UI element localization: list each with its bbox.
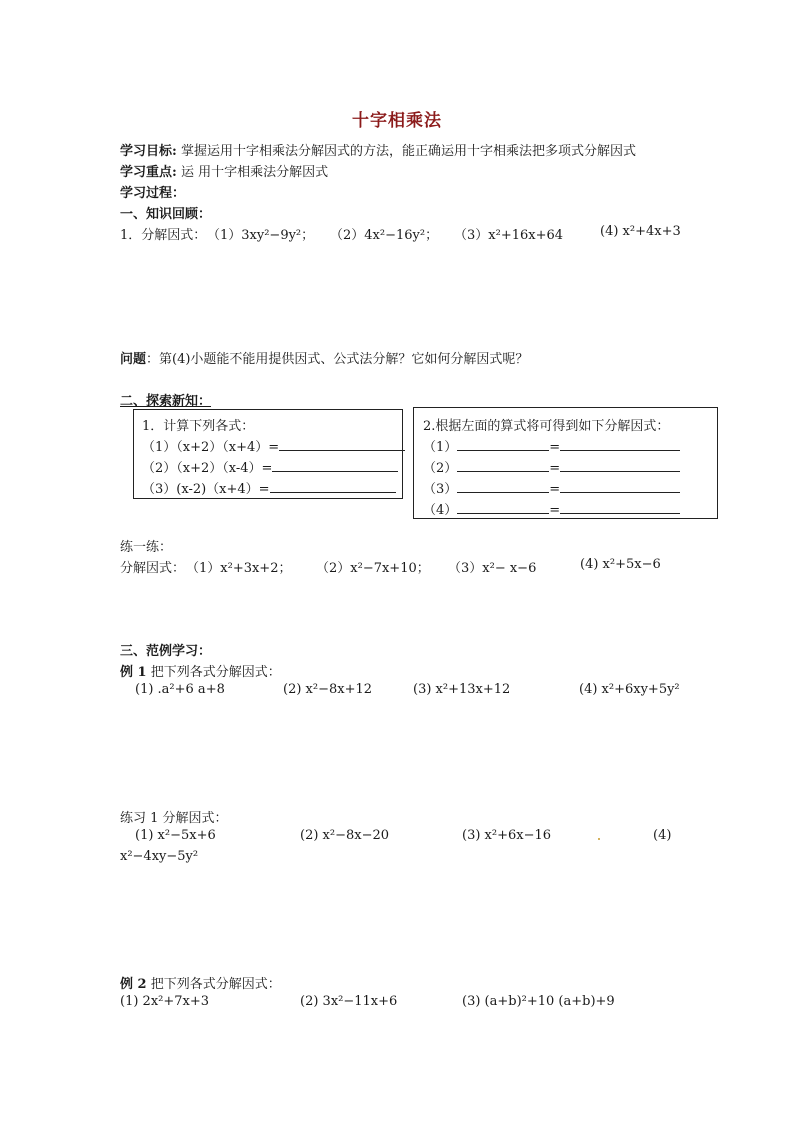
- practice-item-2: （2）x²−7x+10；: [316, 561, 430, 576]
- answer-blank[interactable]: [272, 459, 398, 472]
- goal-line: [120, 140, 636, 159]
- example1-label: 例 1: [120, 665, 147, 680]
- section1-item-4: (4) x²+4x+3: [600, 224, 681, 239]
- left-calc-box: [133, 409, 403, 499]
- exercise1-wrap: x²−4xy−5y²: [120, 849, 199, 864]
- practice-label: 练一练：: [120, 540, 173, 555]
- example2-label: 例 2: [120, 977, 147, 992]
- example1-item-4: (4) x²+6xy+5y²: [579, 682, 680, 697]
- left-box-title: 1．计算下列各式：: [142, 419, 255, 434]
- answer-blank[interactable]: [457, 459, 549, 472]
- answer-blank[interactable]: [279, 438, 405, 451]
- right-box-row-1: （1） =: [423, 436, 680, 455]
- section1-item-2: （2）4x²−16y²；: [330, 228, 439, 243]
- question-line: [120, 348, 528, 367]
- focus-label: 学习重点:: [120, 165, 177, 180]
- exercise1-item-2: (2) x²−8x−20: [300, 828, 390, 843]
- example2-item-2: (2) 3x²−11x+6: [300, 994, 398, 1009]
- practice-prefix: 分解因式：: [120, 561, 186, 576]
- goal-text: 掌握运用十字相乘法分解因式的方法，能正确运用十字相乘法把多项式分解因式: [176, 144, 636, 159]
- right-factor-box: [413, 407, 718, 519]
- section1-heading: 一、知识回顾：: [120, 207, 212, 222]
- right-box-row-3: （3） =: [423, 478, 680, 497]
- exercise1-item-1: (1) x²−5x+6: [135, 828, 216, 843]
- example1-line: [120, 661, 281, 680]
- example1-item-1: (1) .a²+6 a+8: [135, 682, 225, 697]
- answer-blank[interactable]: [457, 501, 549, 514]
- page-title: 十字相乘法: [352, 111, 442, 131]
- answer-blank[interactable]: [457, 480, 549, 493]
- focus-text: 运 用十字相乘法分解因式: [176, 165, 329, 180]
- section1-item-1: （1）3xy²−9y²；: [207, 228, 315, 243]
- focus-line: [120, 161, 328, 180]
- practice-item-1: （1）x²+3x+2；: [186, 561, 292, 576]
- example2-item-1: (1) 2x²+7x+3: [120, 994, 210, 1009]
- question-label: 问题: [120, 352, 147, 367]
- example1-item-3: (3) x²+13x+12: [413, 682, 511, 697]
- example2-line: [120, 973, 281, 992]
- section1-q-prefix: 1．分解因式：: [120, 228, 207, 243]
- answer-blank[interactable]: [457, 438, 549, 451]
- practice-item-3: （3）x²− x−6: [448, 561, 537, 576]
- exercise1-item-3: (3) x²+6x−16: [462, 828, 552, 843]
- answer-blank[interactable]: [560, 459, 680, 472]
- section3-heading: 三、范例学习：: [120, 644, 212, 659]
- left-box-row-2: （2）（x+2）（x-4）=: [142, 457, 398, 476]
- answer-blank[interactable]: [560, 501, 680, 514]
- left-box-row-3: （3）(x-2)（x+4）=: [142, 478, 396, 497]
- answer-blank[interactable]: [270, 480, 396, 493]
- exercise1-item-4: (4): [653, 828, 672, 843]
- stray-dot: [598, 838, 600, 840]
- answer-blank[interactable]: [560, 480, 680, 493]
- practice-item-4: (4) x²+5x−6: [580, 557, 661, 572]
- example1-text: 把下列各式分解因式：: [146, 665, 281, 680]
- answer-blank[interactable]: [560, 438, 680, 451]
- section2-heading: 二、探索新知：: [120, 394, 212, 409]
- goal-label: 学习目标:: [120, 144, 177, 159]
- exercise1-label: 练习 1 分解因式：: [120, 811, 228, 826]
- section1-item-3: （3）x²+16x+64: [454, 228, 564, 243]
- example2-item-3: (3) (a+b)²+10 (a+b)+9: [462, 994, 615, 1009]
- example1-item-2: (2) x²−8x+12: [283, 682, 373, 697]
- right-box-title: 2.根据左面的算式将可得到如下分解因式：: [423, 419, 670, 434]
- question-text: ：第(4)小题能不能用提供因式、公式法分解？它如何分解因式呢？: [146, 352, 529, 367]
- example2-text: 把下列各式分解因式：: [146, 977, 281, 992]
- left-box-row-1: （1）（x+2）（x+4）=: [142, 436, 405, 455]
- right-box-row-2: （2） =: [423, 457, 680, 476]
- right-box-row-4: （4） =: [423, 499, 680, 518]
- process-label: 学习过程：: [120, 186, 186, 201]
